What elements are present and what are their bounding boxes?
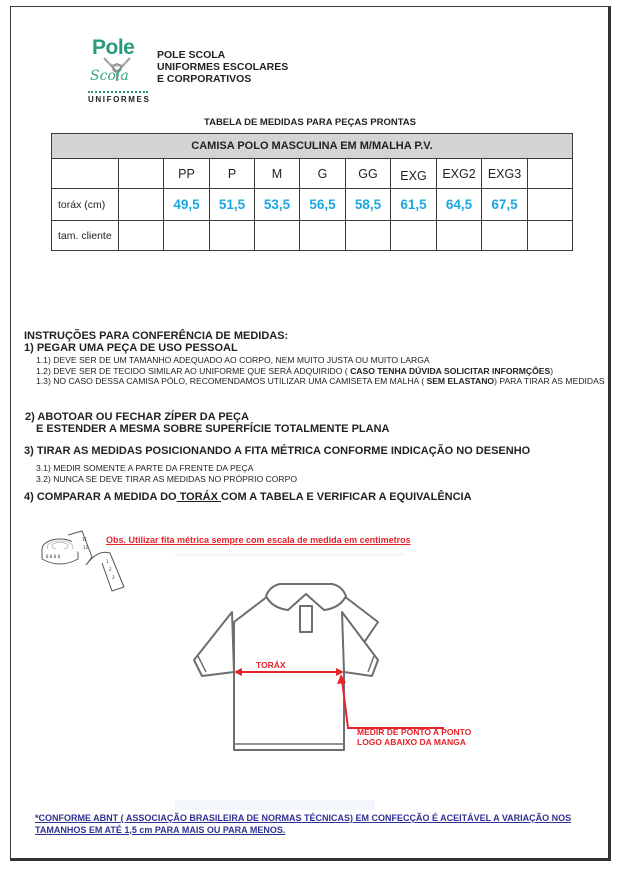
step1-item-3 xyxy=(36,376,605,387)
step1-item-2-end: ) xyxy=(550,365,554,376)
row-label-torax: toráx (cm) xyxy=(52,189,119,221)
step3-items xyxy=(36,463,297,484)
client-size-cell[interactable] xyxy=(300,221,346,251)
client-size-cell[interactable] xyxy=(255,221,300,251)
table-title: TABELA DE MEDIDAS PARA PEÇAS PRONTAS xyxy=(203,117,416,128)
svg-text:8 8 8 8: 8 8 8 8 xyxy=(46,554,60,559)
step1-item xyxy=(36,355,605,387)
table-cell-empty xyxy=(52,159,119,189)
torax-value: 61,5 xyxy=(391,189,437,221)
company-line: UNIFORMES ESCOLARES xyxy=(157,61,289,73)
torax-label: TORÁX xyxy=(256,660,286,670)
step1-item-3-text: 1.3) NO CASO DESSA CAMISA PÓLO, RECOMENDAMOS UTILIZAR UMA CAMISETA EM MALHA ( xyxy=(36,376,427,387)
table-row-client xyxy=(52,221,573,251)
logo-scola-text: Scola xyxy=(90,68,129,84)
svg-text:1: 1 xyxy=(106,559,109,564)
client-size-cell[interactable] xyxy=(482,221,528,251)
company-line: POLE SCOLA xyxy=(157,49,226,61)
step1-item-2-text: 1.2) DEVE SER DE TECIDO SIMILAR AO UNIFORME QUE SERÁ ADQUIRIDO ( xyxy=(36,365,351,376)
table-cell-empty xyxy=(119,189,164,221)
step3-heading: 3) TIRAR AS MEDIDAS POSICIONANDO A FITA MÉTRICA CONFORME INDICAÇÃO NO DESENHO xyxy=(24,445,531,457)
faint-highlight xyxy=(175,800,375,810)
table-row-torax xyxy=(52,189,573,221)
client-size-cell[interactable] xyxy=(391,221,437,251)
torax-value: 53,5 xyxy=(255,189,300,221)
torax-value: 49,5 xyxy=(164,189,210,221)
instructions-title: INSTRUÇÕES PARA CONFERÊNCIA DE MEDIDAS: xyxy=(24,330,289,342)
svg-text:3: 3 xyxy=(112,575,115,580)
logo-dots xyxy=(88,91,148,93)
table-cell-empty xyxy=(528,159,573,189)
step4-text-end: COM A TABELA E VERIFICAR A EQUIVALÊNCIA xyxy=(221,491,472,503)
size-label: G xyxy=(300,159,346,189)
torax-value: 58,5 xyxy=(346,189,391,221)
size-label: PP xyxy=(164,159,210,189)
client-size-cell[interactable] xyxy=(346,221,391,251)
measure-note xyxy=(357,727,471,747)
step4-heading xyxy=(24,491,472,503)
step1-heading: 1) PEGAR UMA PEÇA DE USO PESSOAL xyxy=(24,342,238,354)
table-cell-empty xyxy=(528,221,573,251)
torax-value: 56,5 xyxy=(300,189,346,221)
torax-value: 51,5 xyxy=(210,189,255,221)
size-label: GG xyxy=(346,159,391,189)
size-label: EXG xyxy=(391,159,437,189)
logo-uniformes-text: UNIFORMES xyxy=(88,95,151,104)
size-table xyxy=(51,133,573,251)
client-size-cell[interactable] xyxy=(164,221,210,251)
torax-value: 64,5 xyxy=(437,189,482,221)
table-cell-empty xyxy=(119,159,164,189)
step1-item-3-bold: SEM ELASTANO xyxy=(426,376,495,387)
step2-line2: E ESTENDER A MESMA SOBRE SUPERFÍCIE TOTALMENTE PLANA xyxy=(36,423,390,435)
step3-item-2: 3.2) NUNCA SE DEVE TIRAR AS MEDIDAS NO PRÓPRIO CORPO xyxy=(36,473,298,484)
abnt-footnote: *CONFORME ABNT ( ASSOCIAÇÃO BRASILEIRA DE NORMAS TÉCNICAS) EM CONFECÇÃO É ACEITÁVEL A VARIAÇÃO NOS TAMANHOS EM ATÉ 1,5 cm PARA MAIS OU PARA MENOS. xyxy=(35,813,572,835)
company-line: E CORPORATIVOS xyxy=(157,73,252,85)
step1-item-2-bold: CASO TENHA DÚVIDA SOLICITAR INFORMÇÕES xyxy=(350,365,551,376)
logo-pole-text: Pole xyxy=(92,36,135,59)
faint-divider xyxy=(175,553,405,556)
step4-text: 4) COMPARAR A MEDIDA DO xyxy=(24,491,177,503)
step1-item-3-end: ) PARA TIRAR AS MEDIDAS xyxy=(494,376,605,387)
table-cell-empty xyxy=(119,221,164,251)
company-name-block xyxy=(157,49,288,85)
step1-item-1: 1.1) DEVE SER DE UM TAMANHO ADEQUADO AO CORPO, NEM MUITO JUSTA OU MUITO LARGA xyxy=(36,355,430,365)
size-label: EXG3 xyxy=(482,159,528,189)
step1-item-2 xyxy=(36,366,605,377)
tape-measure-note: Obs. Utilizar fita métrica sempre com escala de medida em centimetros xyxy=(106,535,411,545)
step4-torax-underlined: TORÁX xyxy=(176,491,221,503)
client-size-cell[interactable] xyxy=(437,221,482,251)
size-label: M xyxy=(255,159,300,189)
svg-text:12: 12 xyxy=(83,545,89,550)
step2-line1: 2) ABOTOAR OU FECHAR ZÍPER DA PEÇA xyxy=(25,411,249,423)
table-row-sizes xyxy=(52,159,573,189)
svg-text:11: 11 xyxy=(82,537,88,542)
client-size-cell[interactable] xyxy=(210,221,255,251)
svg-text:2: 2 xyxy=(109,567,112,572)
table-cell-empty xyxy=(528,189,573,221)
size-label: P xyxy=(210,159,255,189)
step3-item-1: 3.1) MEDIR SOMENTE A PARTE DA FRENTE DA PEÇA xyxy=(36,463,254,473)
torax-value: 67,5 xyxy=(482,189,528,221)
measure-note-line2: LOGO ABAIXO DA MANGA xyxy=(357,737,466,747)
size-label: EXG2 xyxy=(437,159,482,189)
table-header: CAMISA POLO MASCULINA EM M/MALHA P.V. xyxy=(52,134,573,159)
measure-note-line1: MEDIR DE PONTO A PONTO xyxy=(357,727,472,737)
company-logo xyxy=(86,36,152,106)
row-label-client: tam. cliente xyxy=(52,221,119,251)
